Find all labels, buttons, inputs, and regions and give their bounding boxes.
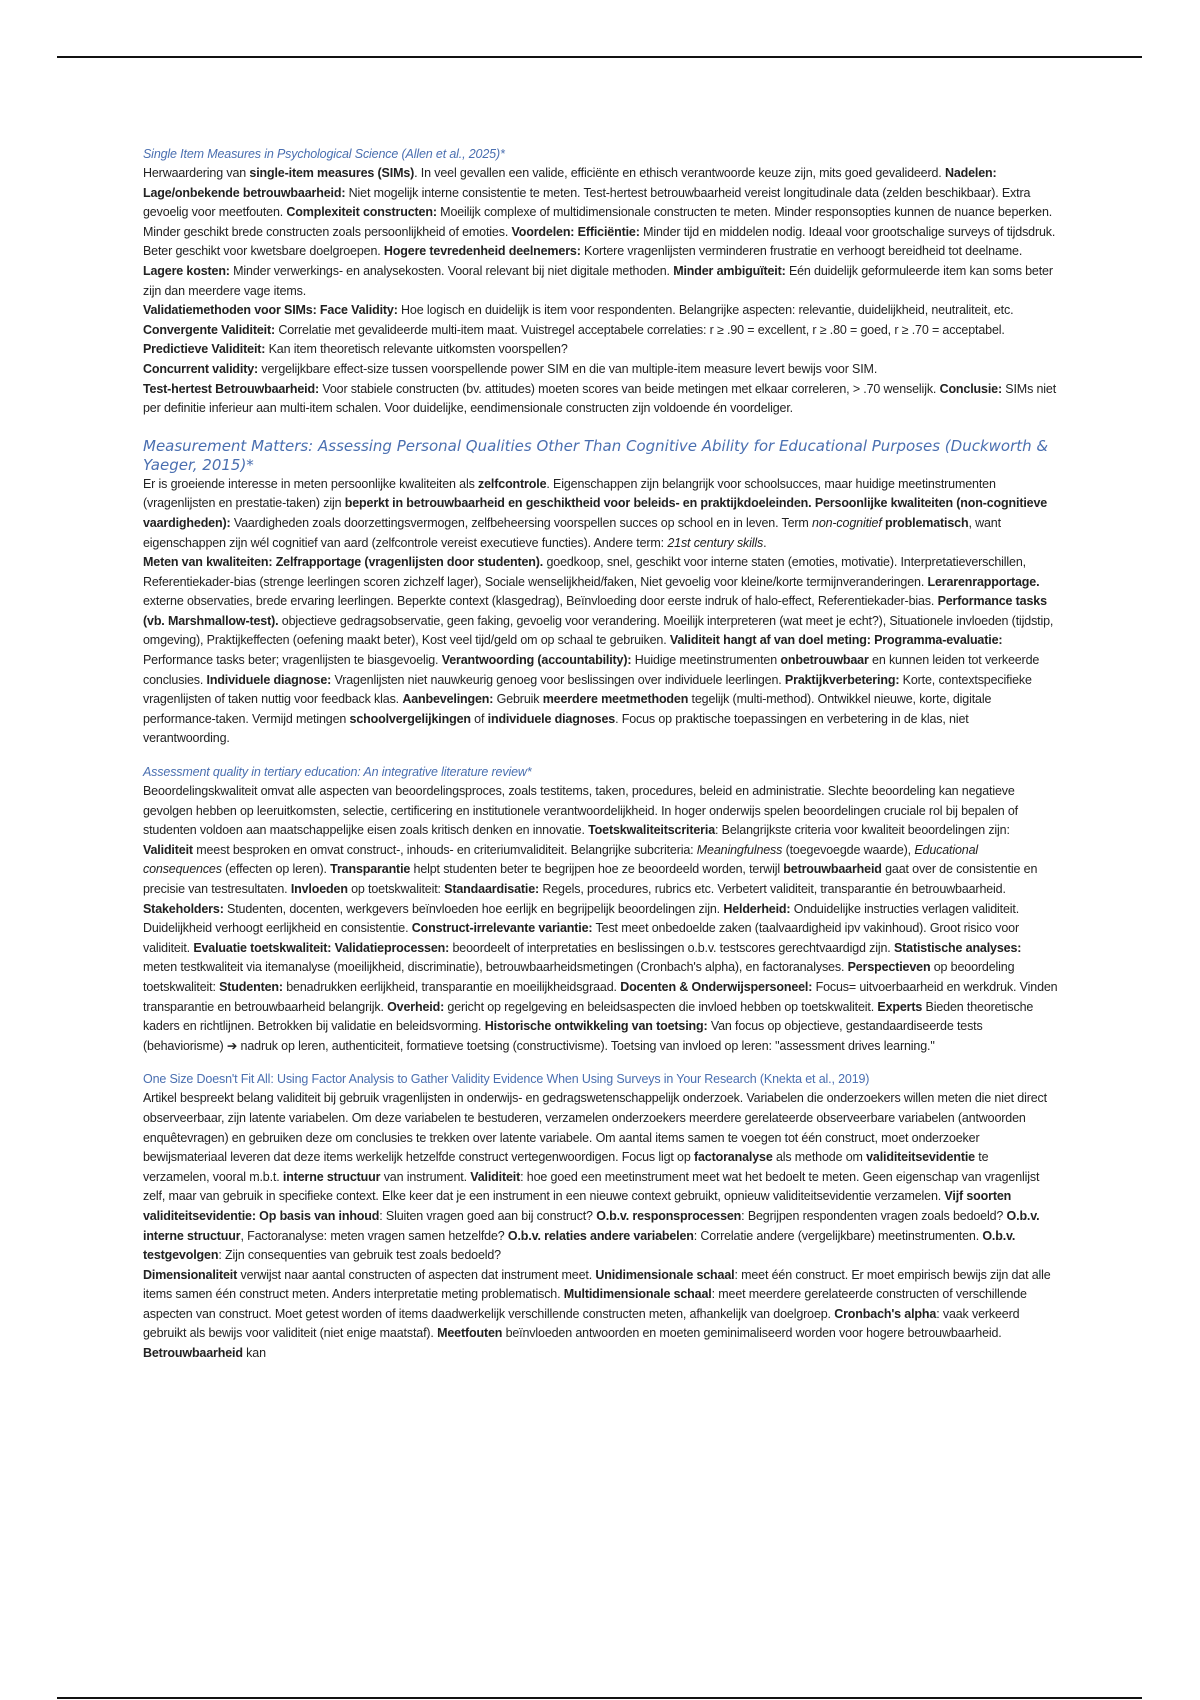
text-run: benadrukken eerlijkheid, transparantie en moeilijkheidsgraad. [282, 979, 621, 994]
text-run: : Begrijpen respondenten vragen zoals bedoeld? [741, 1208, 1007, 1223]
text-run: . Eigenschappen zijn belangrijk voor schoolsucces, maar huidige meetinstrumenten (vragenlijsten en prestatie-taken) zijn [143, 476, 996, 511]
text-run: : vaak verkeerd gebruikt als bewijs voor validiteit (niet enige maatstaf). [143, 1306, 1020, 1341]
bold-run: Lerarenrapportage. [927, 574, 1040, 589]
bold-run: Test-hertest Betrouwbaarheid: [143, 381, 320, 396]
text-run: Minder verwerkings- en analysekosten. Vooral relevant bij niet digitale methoden. [229, 263, 674, 278]
text-run: Vaardigheden zoals doorzettingsvermogen, zelfbeheersing voorspellen succes op school en in leven. Term [230, 515, 813, 530]
bold-run: Nadelen: [944, 166, 997, 180]
bold-run: Lagere kosten: [143, 263, 230, 278]
bold-run: interne structuur [282, 1169, 381, 1184]
text-run: : meet meerdere gerelateerde constructen of verschillende aspecten van construct. Moet getest worden of items daadwerkelijk verschillende constructen meten, afhankelijk van doelgroep. [143, 1287, 1027, 1321]
italic-run: 21st century skills [667, 535, 764, 550]
text-run: . Focus op praktische toepassingen en verbetering in de klas, niet verantwoording. [143, 711, 969, 746]
text-run: Kortere vragenlijsten verminderen frustratie en verhoogt bereidheid tot deelname. [580, 244, 1023, 259]
text-run: : Correlatie andere (vergelijkbare) meetinstrumenten. [693, 1228, 983, 1243]
bold-run: beperkt in betrouwbaarheid en geschiktheid voor beleids- en praktijkdoeleinden. [344, 496, 812, 511]
text-run: Hoe logisch en duidelijk is item voor respondenten. Belangrijke aspecten: relevantie, duidelijkheid, neutraliteit, etc. [397, 303, 1014, 318]
bold-run: Performance tasks (vb. Marshmallow-test). [143, 594, 1047, 628]
bold-run: Minder ambiguïteit: [673, 263, 786, 278]
bold-run: validiteitsevidentie [866, 1150, 975, 1165]
section-knekta [143, 1070, 1058, 1363]
text-run: : Zijn consequenties van gebruik test zoals bedoeld? [218, 1248, 501, 1263]
bold-run: O.b.v. interne structuur [143, 1208, 1040, 1243]
text-run: Huidige meetinstrumenten [631, 653, 781, 668]
text-run: , want eigenschappen zijn wél cognitief van aard (zelfcontrole vereist executieve functies). Andere term: [143, 515, 1001, 550]
bold-run: Historische ontwikkeling van toetsing: [484, 1019, 708, 1034]
bold-run: Standaardisatie: [444, 882, 540, 896]
text-run: gericht op regelgeving en beleidsaspecten die invloed hebben op toetskwaliteit. [444, 999, 878, 1014]
text-run: beïnvloeden antwoorden en moeten geminimaliseerd worden voor hogere betrouwbaarheid. [502, 1326, 1002, 1341]
text-run: Er is groeiende interesse in meten persoonlijke kwaliteiten als [143, 476, 479, 491]
text-run: Focus= uitvoerbaarheid en werkdruk. Vinden transparantie en betrouwbaarheid belangrijk. [143, 979, 1058, 1014]
text-run: Beoordelingskwaliteit omvat alle aspecten van beoordelingsproces, zoals testitems, taken, procedures, beleid en administratie. Slechte beoordeling kan negatieve gevolgen hebben op leeruitkomsten, selectie, certificering en institutionele verantwoordelijkheid. In hoger onderwijs spelen beoordelingen cruciale rol bij bepalen of studenten voldoen aan maatschappelijke eisen zoals kritisch denken en innovatie. [143, 784, 1018, 838]
text-run: SIMs niet per definitie inferieur aan multi-item schalen. Voor duidelijke, eendimensionale constructen zijn voldoende én voordeliger. [143, 381, 1057, 416]
bold-run: Praktijkverbetering: [784, 672, 900, 687]
text-run: helpt studenten beter te begrijpen hoe ze beoordeeld worden, terwijl [410, 862, 784, 877]
bold-run: betrouwbaarheid [783, 862, 882, 877]
text-run: Studenten, docenten, werkgevers beïnvloeden hoe eerlijk en begrijpelijk beoordelingen zijn. [223, 901, 724, 916]
text-run: Artikel bespreekt belang validiteit bij gebruik vragenlijsten in onderwijs- en gedragswetenschappelijk onderzoek. Variabelen die onderzoekers willen meten die niet direct observeerbaar, zijn latente variabelen. Om deze variabelen te bestuderen, verzamelen onderzoekers meerdere gerelateerde observeerbare variabelen (antwoorden enquêtevragen) en gebruiken deze om conclusies te trekken over latente variabele. Om aantal items samen te voegen tot één construct, moet onderzoeker bewijsmateriaal leveren dat deze items werkelijk hetzelfde construct vertegenwoordigen. Focus ligt op [143, 1091, 1047, 1165]
text-run: : meet één construct. Er moet empirisch bewijs zijn dat alle items samen één construct meten. Anders interpretatie meting problematisch. [143, 1267, 1051, 1302]
bold-run: Unidimensionale schaal [595, 1267, 735, 1282]
text-run: Kan item theoretisch relevante uitkomsten voorspellen? [265, 342, 568, 357]
paragraph [143, 782, 1058, 1056]
bold-run: onbetrouwbaar [780, 653, 869, 668]
text-run: Correlatie met gevalideerde multi-item maat. Vuistregel acceptabele correlaties: r ≥ .90 = excellent, r ≥ .80 = goed, r ≥ .70 = acceptabel. [275, 322, 1005, 337]
paragraph [143, 360, 1058, 380]
bold-run: Aanbevelingen: [402, 692, 494, 707]
paragraph [143, 164, 1058, 301]
text-run: gaat over de consistentie en precisie van testresultaten. [143, 862, 1038, 896]
paragraph [143, 380, 1058, 419]
bold-run: meerdere meetmethoden [542, 692, 689, 707]
text-run: beoordeelt of interpretaties en beslissingen o.b.v. testscores gerechtvaardigd zijn. [449, 940, 894, 955]
section-assessment-quality [143, 763, 1058, 1056]
bold-run: factoranalyse [693, 1150, 773, 1165]
text-run: , Factoranalyse: meten vragen samen hetzelfde? [240, 1228, 508, 1243]
paragraph [143, 301, 1058, 360]
bold-run: Validiteit [143, 842, 193, 857]
bold-run: Predictieve Validiteit: [143, 342, 266, 357]
page-top-rule [57, 56, 1142, 58]
text-run: (effecten op leren). [221, 862, 331, 877]
italic-run: non-cognitief [812, 515, 882, 530]
bold-run: Helderheid: [723, 901, 791, 916]
bold-run: Statistische analyses: [893, 940, 1022, 955]
text-run: Van focus op objectieve, gestandaardiseerde tests (behaviorisme) ➔ nadruk op leren, authenticiteit, formatieve toetsing (constructivisme). Toetsing van invloed op leren: "assessment drives learning." [143, 1019, 983, 1053]
page-bottom-rule [57, 1697, 1142, 1699]
bold-run: problematisch [884, 515, 969, 530]
text-run: Minder tijd en middelen nodig. Ideaal voor grootschalige surveys of tijdsdruk. Beter geschikt voor kwetsbare doelgroepen. [143, 224, 1056, 259]
paragraph [143, 1266, 1058, 1364]
italic-run: Educational consequences [143, 842, 979, 877]
text-run: meest besproken en omvat construct-, inhouds- en criteriumvaliditeit. Belangrijke subcriteria: [192, 842, 697, 857]
text-run: Voor stabiele constructen (bv. attitudes) moeten scores van beide metingen met elkaar correleren, > .70 wenselijk. [319, 381, 940, 396]
text-run: te verzamelen, vooral m.b.t. [143, 1150, 989, 1184]
section-heading: One Size Doesn't Fit All: Using Factor Analysis to Gather Validity Evidence When Using Surveys in Your Research (Knekta et al., 2019) [143, 1072, 870, 1087]
text-run: Moeilijk complexe of multidimensionale constructen te meten. Minder responsopties kunnen de nuance beperken. Minder geschikt brede constructen zoals persoonlijkheid of emoties. [143, 205, 1053, 239]
bold-run: Stakeholders: [143, 901, 224, 916]
text-run: Bieden theoretische kaders en richtlijnen. Betrokken bij validatie en beleidsvorming. [143, 999, 1034, 1034]
bold-run: single-item measures (SIMs) [249, 166, 415, 180]
bold-run: Dimensionaliteit [143, 1267, 238, 1282]
text-run: tegelijk (multi-method). Ontwikkel nieuwe, korte, digitale performance-taken. Vermijd metingen [143, 692, 992, 726]
text-run: Korte, contextspecifieke vragenlijsten of taken nuttig voor feedback klas. [143, 672, 1032, 707]
text-run: Vragenlijsten niet nauwkeurig genoeg voor beslissingen over individuele leerlingen. [331, 672, 785, 687]
section-heading: Assessment quality in tertiary education: An integrative literature review* [143, 765, 532, 780]
bold-run: Persoonlijke kwaliteiten (non-cognitieve vaardigheden): [143, 496, 1048, 530]
bold-run: Overheid: [387, 999, 445, 1014]
text-run: (toegevoegde waarde), [782, 842, 915, 857]
bold-run: Docenten & Onderwijspersoneel: [620, 979, 813, 994]
text-run: Regels, procedures, rubrics etc. Verbetert validiteit, transparantie én betrouwbaarheid. [539, 882, 1006, 896]
bold-run: Hogere tevredenheid deelnemers: [383, 244, 581, 259]
bold-run: Vijf soorten validiteitsevidentie: Op basis van inhoud [143, 1189, 1012, 1223]
paragraph [143, 1089, 1058, 1265]
bold-run: schoolvergelijkingen [349, 711, 471, 726]
bold-run: Complexiteit constructen: [286, 205, 437, 220]
bold-run: Individuele diagnose: [206, 672, 332, 687]
text-run: en kunnen leiden tot verkeerde conclusies. [143, 653, 1040, 687]
text-run: externe observaties, brede ervaring leerlingen. Beperkte context (klasgedrag), Beïnvloeding door eerste indruk of halo-effect, Referentiekader-bias. [143, 594, 938, 609]
bold-run: Verantwoording (accountability): [441, 653, 632, 668]
bold-run: Toetskwaliteitscriteria [588, 823, 716, 838]
section-allen [143, 145, 1058, 419]
bold-run: Concurrent validity: [143, 361, 259, 376]
text-run: op toetskwaliteit: [347, 882, 445, 896]
bold-run: Invloeden [290, 882, 348, 896]
text-run: : Belangrijkste criteria voor kwaliteit beoordelingen zijn: [715, 823, 1010, 838]
bold-run: O.b.v. testgevolgen [143, 1228, 1016, 1263]
text-run: : Sluiten vragen goed aan bij construct? [379, 1208, 597, 1223]
text-run: Gebruik [493, 692, 543, 707]
text-run: goedkoop, snel, geschikt voor interne staten (emoties, motivatie). Interpretatieverschillen, Referentiekader-bias (strenge leerlingen scoren zichzelf lager), Sociale wenselijkheid/faken, Niet gevoelig voor kleine/korte termijnveranderingen. [143, 555, 1026, 589]
text-run: op beoordeling toetskwaliteit: [143, 960, 1015, 994]
text-run: . [763, 535, 767, 550]
bold-run: Meten van kwaliteiten: Zelfrapportage (vragenlijsten door studenten). [143, 555, 544, 570]
text-run: Performance tasks beter; vragenlijsten te biasgevoelig. [143, 653, 442, 668]
bold-run: zelfcontrole [478, 476, 547, 491]
section-heading: Single Item Measures in Psychological Science (Allen et al., 2025)* [143, 147, 505, 161]
bold-run: O.b.v. relaties andere variabelen [507, 1228, 694, 1243]
bold-run: Voordelen: Efficiëntie: [511, 224, 640, 239]
text-run: Onduidelijke instructies verlagen validiteit. Duidelijkheid verhoogt eerlijkheid en consistentie. [143, 901, 1020, 936]
text-run: als methode om [772, 1150, 867, 1165]
bold-run: Construct-irrelevante variantie: [411, 921, 593, 936]
bold-run: Perspectieven [847, 960, 931, 975]
text-run: . In veel gevallen een valide, efficiënte en ethisch verantwoorde keuze zijn, mits goed gevalideerd. [414, 166, 945, 180]
text-run: van instrument. [380, 1169, 471, 1184]
bold-run: Multidimensionale schaal [563, 1287, 712, 1302]
italic-run: Meaningfulness [696, 842, 783, 857]
bold-run: Validiteit hangt af van doel meting: Programma-evaluatie: [669, 633, 1003, 648]
section-heading: Measurement Matters: Assessing Personal Qualities Other Than Cognitive Ability for Educational Purposes (Duckworth & Yaeger, 2015)* [143, 436, 1049, 474]
text-run: meten testkwaliteit via itemanalyse (moeilijkheid, discriminatie), betrouwbaarheidsmetingen (Cronbach's alpha), en factoranalyses. [143, 960, 848, 975]
text-run: Test meet onbedoelde zaken (taalvaardigheid ipv vakinhoud). Groot risico voor validiteit. [143, 921, 1019, 955]
text-run: objectieve gedragsobservatie, geen faking, gevoelig voor verandering. Moeilijk interpreteren (wat meet je echt?), Situationele invloeden (tijdstip, omgeving), Praktijkeffecten (oefening maakt beter), Kost veel tijd/geld om op schaal te gebruiken. [143, 613, 1054, 648]
bold-run: Transparantie [330, 862, 411, 877]
text-run: of [470, 711, 488, 726]
text-run: kan [242, 1346, 266, 1361]
bold-run: O.b.v. responsprocessen [596, 1208, 742, 1223]
text-run: Herwaardering van [143, 166, 250, 180]
paragraph [143, 475, 1058, 553]
text-run: verwijst naar aantal constructen of aspecten dat instrument meet. [237, 1267, 596, 1282]
bold-run: Betrouwbaarheid [143, 1346, 243, 1361]
bold-run: individuele diagnoses [487, 711, 616, 726]
bold-run: Cronbach's alpha [834, 1306, 937, 1321]
bold-run: Conclusie: [939, 381, 1002, 396]
text-run: vergelijkbare effect-size tussen voorspellende power SIM en die van multiple-item measure levert bewijs voor SIM. [258, 361, 878, 376]
bold-run: Validatiemethoden voor SIMs: Face Validity: [143, 303, 398, 318]
bold-run: Validiteit [470, 1169, 521, 1184]
page-content [143, 145, 1058, 1364]
bold-run: Lage/onbekende betrouwbaarheid: [143, 185, 346, 200]
bold-run: Meetfouten [437, 1326, 503, 1341]
text-run: Niet mogelijk interne consistentie te meten. Test-hertest betrouwbaarheid vereist longitudinale data (zelden beschikbaar). Extra gevoelig voor meetfouten. [143, 185, 1031, 220]
section-duckworth [143, 437, 1058, 749]
bold-run: Studenten: [219, 979, 283, 994]
bold-run: Experts [877, 999, 923, 1014]
text-run: : hoe goed een meetinstrument meet wat het bedoelt te meten. Geen eigenschap van vragenlijst zelf, maar van gebruik in specifieke context. Elke keer dat je een instrument in een nieuwe context gebruikt, opnieuw validiteitsevidentie verzamelen. [143, 1169, 1040, 1204]
bold-run: Convergente Validiteit: [143, 322, 275, 337]
bold-run: Evaluatie toetskwaliteit: Validatieprocessen: [193, 940, 450, 955]
text-run: Eén duidelijk geformuleerde item kan soms beter zijn dan meerdere vage items. [143, 263, 1053, 298]
paragraph [143, 553, 1058, 749]
